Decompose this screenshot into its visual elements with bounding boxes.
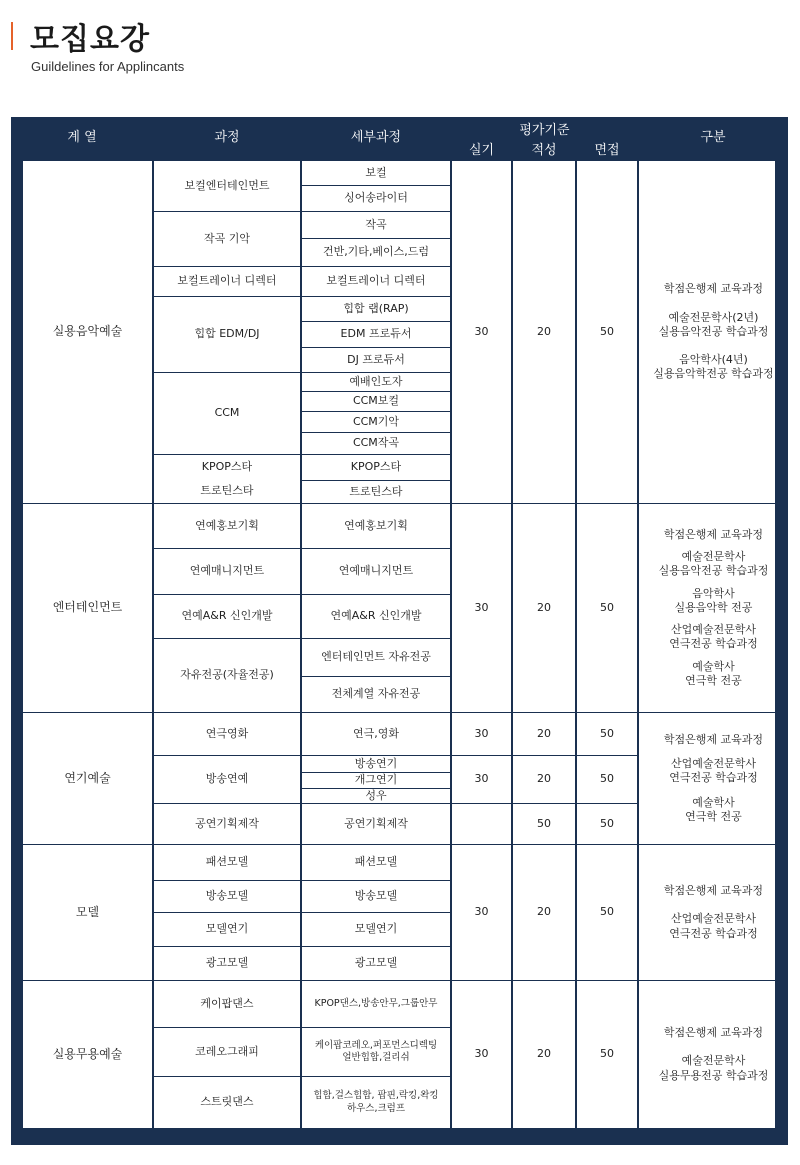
practical-score: 30 (474, 726, 489, 740)
detail-label: 공연기획제작 (344, 816, 408, 830)
course-label: 작곡 기악 (203, 231, 250, 245)
type-line: 연극전공 학습과정 (669, 637, 758, 651)
type-line: 실용음악전공 학습과정 (658, 564, 769, 578)
course-label: 스트릿댄스 (200, 1095, 254, 1109)
detail-label: CCM기악 (352, 414, 400, 428)
type-line: 실용음악학 전공 (674, 600, 753, 614)
type-line: 예술전문학사 (681, 549, 746, 563)
type-line: 학점은행제 교육과정 (663, 1026, 764, 1040)
interview-score: 50 (600, 324, 614, 338)
page-subtitle: Guildelines for Applincants (31, 59, 185, 74)
type-line: 학점은행제 교육과정 (663, 527, 764, 541)
aptitude-score: 20 (537, 905, 551, 919)
type-line: 예술학사 (692, 659, 735, 673)
course-label: 연극영화 (205, 726, 249, 740)
course-label: 연예매니지먼트 (189, 564, 265, 578)
course-label: CCM (214, 406, 240, 420)
type-description (640, 981, 787, 1128)
course-label: 코레오그래피 (195, 1044, 259, 1058)
category-label: 실용음악예술 (52, 324, 123, 339)
detail-label: 얼반힙합,걸리쉬 (342, 1052, 410, 1063)
detail-label: 연예홍보기획 (344, 518, 408, 532)
course-label: 방송연예 (205, 772, 249, 786)
type-description (640, 504, 787, 712)
detail-label: KPOP댄스,방송안무,그룹안무 (314, 997, 438, 1009)
type-line: 학점은행제 교육과정 (663, 282, 764, 296)
course-label: 보컬엔터테인먼트 (184, 178, 270, 192)
course-label: 광고모델 (205, 956, 249, 970)
detail-label: 작곡 (365, 217, 387, 231)
detail-cell (302, 1028, 450, 1076)
detail-cell (302, 1077, 450, 1128)
detail-label: 광고모델 (354, 956, 398, 970)
type-line: 음악학사(4년) (679, 353, 748, 367)
practical-score: 30 (474, 600, 489, 614)
detail-label: 방송연기 (354, 756, 398, 770)
th-detail: 세부과정 (350, 130, 402, 146)
type-description (640, 845, 787, 980)
type-line: 학점은행제 교육과정 (663, 732, 764, 746)
th-eval-group: 평가기준 (519, 122, 570, 138)
type-description (640, 713, 787, 844)
type-description (640, 161, 787, 503)
type-line: 실용무용전공 학습과정 (658, 1068, 769, 1082)
course-label: 케이팝댄스 (200, 996, 254, 1010)
detail-label: KPOP스타 (350, 460, 402, 474)
type-line: 실용음악전공 학습과정 (658, 324, 769, 338)
detail-label: EDM 프로듀서 (340, 327, 412, 341)
aptitude-score: 50 (537, 816, 551, 830)
aptitude-score: 20 (537, 600, 551, 614)
interview-score: 50 (600, 905, 614, 919)
type-line: 산업예술전문학사 (670, 623, 756, 637)
aptitude-score: 20 (537, 324, 551, 338)
detail-label: CCM작곡 (352, 436, 400, 450)
course-label: 자유전공(자율전공) (180, 668, 274, 682)
detail-label: 힙합 랩(RAP) (343, 301, 409, 315)
interview-score: 50 (600, 816, 614, 830)
category-label: 모델 (75, 904, 100, 919)
detail-label: 방송모델 (354, 889, 398, 903)
detail-label: 연예매니지먼트 (338, 564, 414, 578)
type-line: 학점은행제 교육과정 (663, 884, 764, 898)
aptitude-score: 20 (537, 772, 551, 786)
th-practical: 실기 (468, 142, 495, 158)
th-interview: 면접 (594, 142, 620, 158)
detail-label: 보컬트레이너 디렉터 (326, 274, 426, 288)
course-label: 트로틴스타 (200, 483, 254, 497)
detail-label: 연극,영화 (352, 726, 399, 740)
detail-label: 트로틴스타 (349, 484, 403, 498)
detail-label: 성우 (365, 788, 387, 802)
detail-label: 연예A&R 신인개발 (330, 609, 422, 623)
course-label: 공연기획제작 (195, 816, 259, 830)
type-line: 예술학사 (692, 795, 735, 809)
type-line: 연극학 전공 (685, 674, 742, 688)
type-line: 예술전문학사 (681, 1054, 746, 1068)
course-label: 연예A&R 신인개발 (181, 609, 273, 623)
category-label: 실용무용예술 (52, 1046, 123, 1061)
detail-label: 힙합,걸스힙합, 팝핀,락킹,왁킹 (313, 1090, 439, 1102)
course-label: 방송모델 (205, 889, 249, 903)
title-accent-bar (11, 22, 13, 50)
course-label: 보컬트레이너 디렉터 (177, 274, 277, 288)
course-label: 연예홍보기획 (195, 518, 259, 532)
aptitude-score: 20 (537, 1047, 551, 1061)
detail-label: 패션모델 (354, 855, 398, 869)
practical-score: 30 (474, 1047, 489, 1061)
type-line: 음악학사 (692, 586, 735, 600)
detail-label: CCM보컬 (352, 394, 400, 408)
type-line: 연극학 전공 (685, 809, 742, 823)
detail-label: 하우스,크럼프 (346, 1102, 406, 1114)
category-label: 연기예술 (64, 770, 111, 785)
interview-score: 50 (600, 772, 614, 786)
th-type: 구분 (700, 130, 726, 146)
interview-score: 50 (600, 726, 614, 740)
page-title: 모집요강 (30, 22, 150, 57)
detail-label: 보컬 (365, 165, 387, 179)
type-line: 실용음악학전공 학습과정 (653, 367, 774, 381)
type-line: 연극전공 학습과정 (669, 771, 758, 785)
aptitude-score: 20 (537, 726, 551, 740)
practical-score: 30 (474, 772, 489, 786)
th-course: 과정 (214, 130, 240, 146)
th-category: 계 열 (67, 130, 97, 146)
detail-label: 케이팝코레오,퍼포먼스디렉팅 (314, 1039, 438, 1051)
th-aptitude: 적성 (531, 142, 557, 158)
detail-label: 건반,기타,베이스,드럼 (322, 245, 430, 259)
interview-score: 50 (600, 600, 614, 614)
detail-label: 전체계열 자유전공 (331, 687, 421, 701)
interview-score: 50 (600, 1047, 614, 1061)
course-label: 패션모델 (205, 855, 249, 869)
type-line: 산업예술전문학사 (670, 912, 756, 926)
detail-label: 예배인도자 (349, 374, 403, 388)
detail-label: DJ 프로듀서 (347, 352, 405, 366)
course-label: 힙합 EDM/DJ (194, 327, 260, 341)
detail-label: 모델연기 (354, 922, 398, 936)
detail-label: 엔터테인먼트 자유전공 (321, 650, 431, 664)
practical-score: 30 (474, 324, 489, 338)
detail-label: 싱어송라이터 (344, 191, 408, 205)
detail-label: 개그연기 (354, 773, 398, 787)
category-label: 엔터테인먼트 (52, 600, 123, 615)
course-label: KPOP스타 (201, 459, 253, 473)
type-line: 산업예술전문학사 (670, 757, 756, 771)
type-line: 예술전문학사(2년) (668, 310, 759, 324)
course-label: 모델연기 (205, 922, 249, 936)
type-line: 연극전공 학습과정 (669, 926, 758, 940)
practical-score: 30 (474, 905, 489, 919)
